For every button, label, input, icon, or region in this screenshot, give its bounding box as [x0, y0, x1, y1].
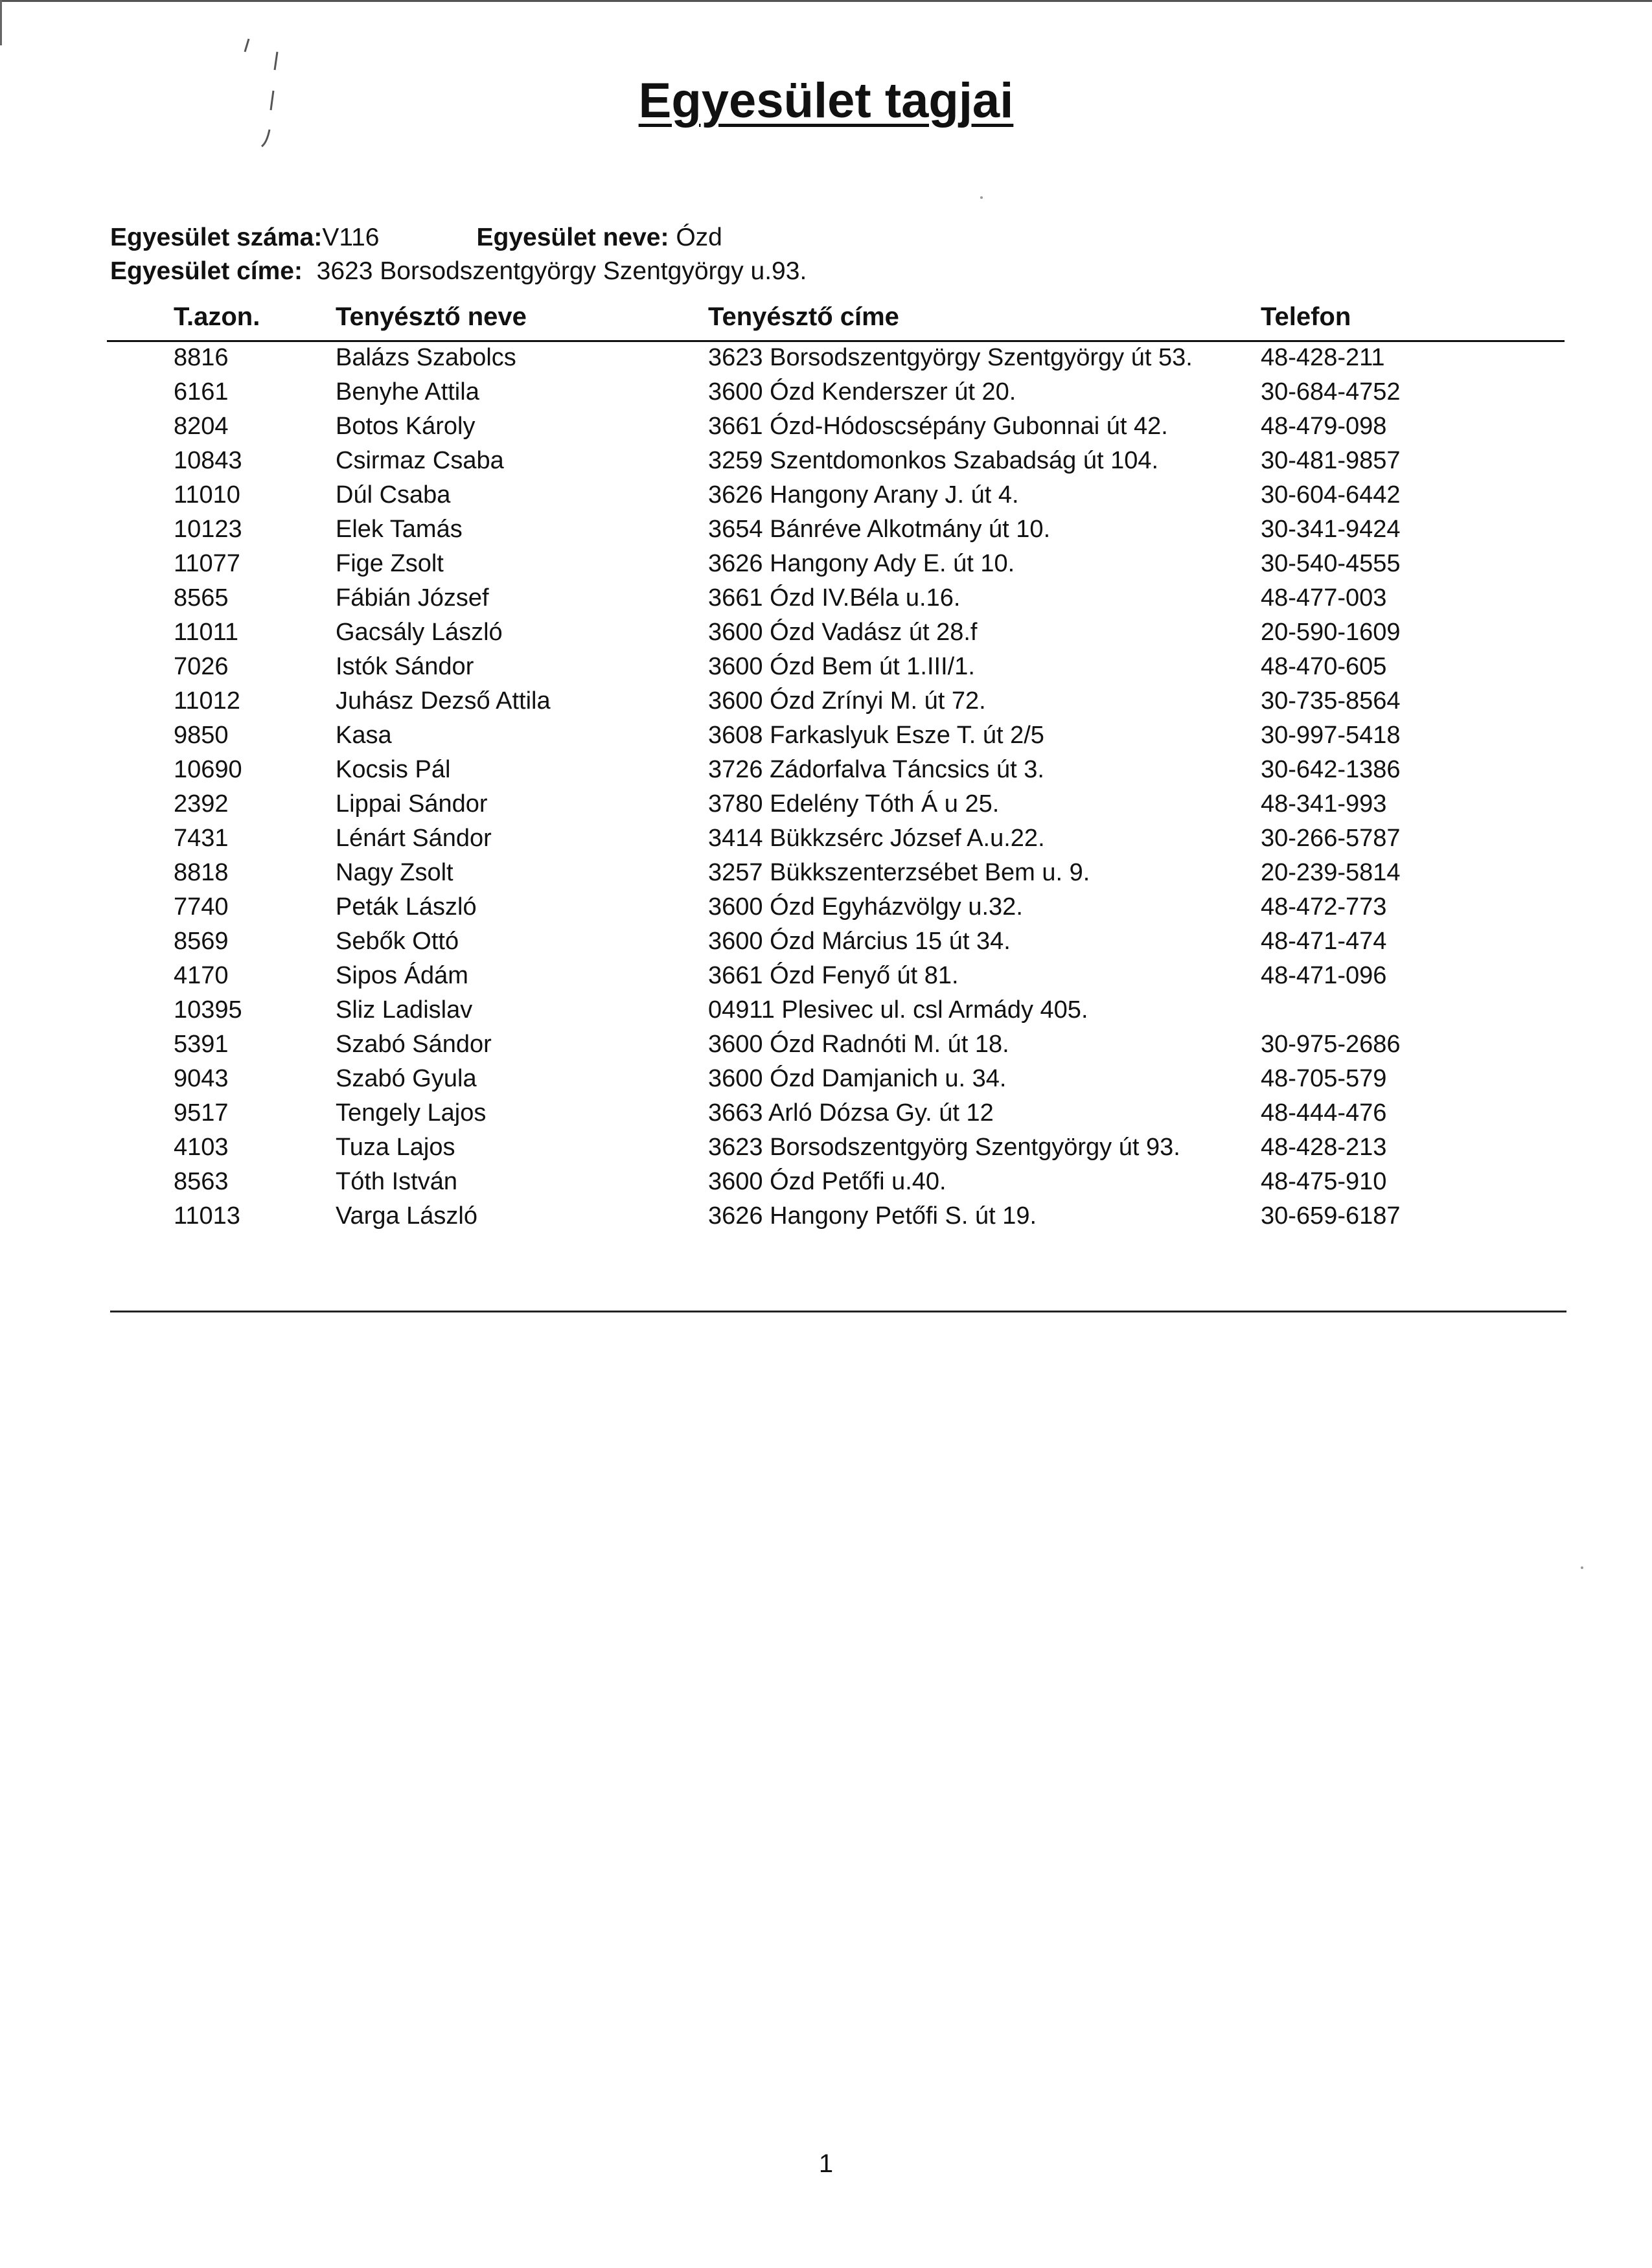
- cell-breeder-address: 3600 Ózd Március 15 út 34.: [708, 928, 1011, 955]
- table-row: [0, 376, 1652, 410]
- scan-edge-top: [0, 0, 1652, 2]
- cell-phone: 30-604-6442: [1261, 481, 1401, 509]
- cell-phone: 30-684-4752: [1261, 378, 1401, 406]
- table-row: [0, 1062, 1652, 1097]
- cell-breeder-name: Tengely Lajos: [336, 1099, 487, 1127]
- cell-id: 8818: [174, 859, 229, 886]
- cell-breeder-address: 3654 Bánréve Alkotmány út 10.: [708, 516, 1051, 543]
- header-breeder-address: Tenyésztő címe: [708, 303, 899, 331]
- table-row: [0, 444, 1652, 479]
- cell-breeder-address: 3600 Ózd Radnóti M. út 18.: [708, 1031, 1009, 1058]
- association-number-value: V116: [322, 223, 380, 251]
- header-id: T.azon.: [174, 303, 260, 331]
- cell-id: 11013: [174, 1202, 240, 1230]
- cell-phone: 20-239-5814: [1261, 859, 1401, 886]
- cell-breeder-name: Benyhe Attila: [336, 378, 479, 406]
- cell-id: 8816: [174, 344, 229, 371]
- cell-breeder-name: Istók Sándor: [336, 653, 474, 680]
- table-row: [0, 856, 1652, 891]
- cell-phone: 48-471-474: [1261, 928, 1387, 955]
- scan-speck: [980, 196, 983, 199]
- cell-breeder-name: Sipos Ádám: [336, 962, 468, 989]
- cell-breeder-name: Dúl Csaba: [336, 481, 451, 509]
- association-info-line-2: [110, 257, 807, 286]
- cell-breeder-address: 3600 Ózd Petőfi u.40.: [708, 1168, 946, 1195]
- association-address-label: Egyesület címe:: [110, 257, 303, 285]
- table-row: [0, 650, 1652, 685]
- cell-breeder-address: 04911 Plesivec ul. csl Armády 405.: [708, 996, 1088, 1024]
- cell-phone: 20-590-1609: [1261, 619, 1401, 646]
- cell-id: 8563: [174, 1168, 229, 1195]
- cell-breeder-name: Nagy Zsolt: [336, 859, 453, 886]
- cell-phone: 30-975-2686: [1261, 1031, 1401, 1058]
- cell-breeder-address: 3623 Borsodszentgyörgy Szentgyörgy út 53.: [708, 344, 1193, 371]
- cell-id: 4103: [174, 1134, 229, 1161]
- cell-id: 7431: [174, 825, 229, 852]
- cell-breeder-name: Tóth István: [336, 1168, 457, 1195]
- table-row: [0, 719, 1652, 753]
- cell-id: 8204: [174, 413, 229, 440]
- cell-id: 9850: [174, 722, 229, 749]
- cell-breeder-address: 3608 Farkaslyuk Esze T. út 2/5: [708, 722, 1044, 749]
- cell-breeder-name: Kasa: [336, 722, 392, 749]
- cell-breeder-address: 3661 Ózd-Hódoscsépány Gubonnai út 42.: [708, 413, 1168, 440]
- table-row: [0, 513, 1652, 547]
- cell-phone: 48-475-910: [1261, 1168, 1387, 1195]
- cell-breeder-name: Kocsis Pál: [336, 756, 451, 783]
- cell-breeder-name: Sliz Ladislav: [336, 996, 473, 1024]
- footer-rule: [110, 1311, 1566, 1312]
- association-number-label: Egyesület száma:: [110, 223, 323, 251]
- cell-breeder-address: 3661 Ózd Fenyő út 81.: [708, 962, 959, 989]
- cell-breeder-address: 3414 Bükkzsérc József A.u.22.: [708, 825, 1045, 852]
- cell-phone: 48-477-003: [1261, 584, 1387, 612]
- table-row: [0, 753, 1652, 788]
- cell-breeder-address: 3661 Ózd IV.Béla u.16.: [708, 584, 961, 612]
- cell-phone: 30-735-8564: [1261, 687, 1401, 715]
- cell-breeder-address: 3257 Bükkszenterzsébet Bem u. 9.: [708, 859, 1090, 886]
- cell-id: 11077: [174, 550, 240, 577]
- table-row: [0, 341, 1652, 376]
- cell-id: 10123: [174, 516, 242, 543]
- table-row: [0, 685, 1652, 719]
- table-row: [0, 547, 1652, 582]
- cell-breeder-address: 3626 Hangony Ady E. út 10.: [708, 550, 1015, 577]
- table-row: [0, 479, 1652, 513]
- association-address-value: 3623 Borsodszentgyörgy Szentgyörgy u.93.: [316, 257, 807, 285]
- cell-phone: 30-642-1386: [1261, 756, 1401, 783]
- cell-phone: 48-428-211: [1261, 344, 1385, 371]
- cell-breeder-name: Peták László: [336, 893, 477, 921]
- cell-id: 10843: [174, 447, 242, 474]
- scan-edge-left: [0, 0, 2, 45]
- cell-id: 8569: [174, 928, 229, 955]
- cell-id: 4170: [174, 962, 229, 989]
- cell-breeder-name: Csirmaz Csaba: [336, 447, 504, 474]
- cell-phone: 30-266-5787: [1261, 825, 1401, 852]
- cell-id: 10395: [174, 996, 242, 1024]
- cell-id: 10690: [174, 756, 242, 783]
- table-row: [0, 891, 1652, 925]
- cell-breeder-address: 3663 Arló Dózsa Gy. út 12: [708, 1099, 994, 1127]
- table-row: [0, 582, 1652, 616]
- cell-breeder-name: Sebők Ottó: [336, 928, 459, 955]
- cell-breeder-name: Lippai Sándor: [336, 790, 488, 818]
- cell-breeder-name: Fábián József: [336, 584, 489, 612]
- cell-breeder-name: Elek Tamás: [336, 516, 463, 543]
- cell-breeder-address: 3726 Zádorfalva Táncsics út 3.: [708, 756, 1044, 783]
- cell-id: 11011: [174, 619, 239, 646]
- cell-breeder-name: Balázs Szabolcs: [336, 344, 516, 371]
- association-name-label: Egyesület neve:: [476, 223, 669, 251]
- cell-phone: 48-705-579: [1261, 1065, 1387, 1092]
- cell-breeder-name: Juhász Dezső Attila: [336, 687, 551, 715]
- cell-id: 11010: [174, 481, 240, 509]
- cell-id: 2392: [174, 790, 229, 818]
- header-breeder-name: Tenyésztő neve: [336, 303, 527, 331]
- cell-breeder-address: 3623 Borsodszentgyörg Szentgyörgy út 93.: [708, 1134, 1180, 1161]
- cell-phone: 48-471-096: [1261, 962, 1387, 989]
- cell-phone: 48-444-476: [1261, 1099, 1387, 1127]
- table-row: [0, 1165, 1652, 1200]
- cell-phone: 48-470-605: [1261, 653, 1387, 680]
- header-phone: Telefon: [1261, 303, 1351, 331]
- members-table: [0, 341, 1652, 1234]
- table-row: [0, 1028, 1652, 1062]
- table-row: [0, 788, 1652, 822]
- cell-breeder-address: 3626 Hangony Petőfi S. út 19.: [708, 1202, 1037, 1230]
- cell-phone: 30-659-6187: [1261, 1202, 1401, 1230]
- cell-breeder-address: 3259 Szentdomonkos Szabadság út 104.: [708, 447, 1159, 474]
- cell-breeder-name: Gacsály László: [336, 619, 503, 646]
- cell-breeder-name: Lénárt Sándor: [336, 825, 492, 852]
- cell-phone: 30-341-9424: [1261, 516, 1401, 543]
- cell-id: 5391: [174, 1031, 229, 1058]
- cell-id: 9043: [174, 1065, 229, 1092]
- cell-id: 8565: [174, 584, 229, 612]
- table-row: [0, 1200, 1652, 1234]
- table-row: [0, 822, 1652, 856]
- cell-breeder-name: Szabó Gyula: [336, 1065, 477, 1092]
- association-name-value: Ózd: [676, 223, 722, 251]
- cell-breeder-name: Botos Károly: [336, 413, 476, 440]
- cell-breeder-name: Fige Zsolt: [336, 550, 444, 577]
- table-row: [0, 616, 1652, 650]
- table-row: [0, 925, 1652, 959]
- cell-id: 11012: [174, 687, 240, 715]
- cell-breeder-address: 3600 Ózd Damjanich u. 34.: [708, 1065, 1007, 1092]
- scan-speck: [1581, 1566, 1583, 1569]
- page-title: Egyesület tagjai: [638, 73, 1014, 128]
- cell-id: 7740: [174, 893, 229, 921]
- cell-breeder-name: Varga László: [336, 1202, 477, 1230]
- table-row: [0, 1097, 1652, 1131]
- cell-breeder-name: Tuza Lajos: [336, 1134, 455, 1161]
- cell-breeder-name: Szabó Sándor: [336, 1031, 492, 1058]
- cell-breeder-address: 3600 Ózd Egyházvölgy u.32.: [708, 893, 1023, 921]
- cell-breeder-address: 3600 Ózd Zrínyi M. út 72.: [708, 687, 986, 715]
- cell-phone: 30-540-4555: [1261, 550, 1401, 577]
- cell-phone: 30-997-5418: [1261, 722, 1401, 749]
- cell-breeder-address: 3600 Ózd Bem út 1.III/1.: [708, 653, 975, 680]
- cell-breeder-address: 3780 Edelény Tóth Á u 25.: [708, 790, 1000, 818]
- page-number: 1: [818, 2149, 834, 2178]
- cell-id: 6161: [174, 378, 229, 406]
- table-row: [0, 1131, 1652, 1165]
- cell-phone: 30-481-9857: [1261, 447, 1401, 474]
- cell-id: 7026: [174, 653, 229, 680]
- cell-phone: 48-472-773: [1261, 893, 1387, 921]
- cell-phone: 48-341-993: [1261, 790, 1387, 818]
- cell-breeder-address: 3626 Hangony Arany J. út 4.: [708, 481, 1019, 509]
- table-row: [0, 994, 1652, 1028]
- table-row: [0, 959, 1652, 994]
- cell-breeder-address: 3600 Ózd Vadász út 28.f: [708, 619, 978, 646]
- association-info-line-1: [110, 223, 722, 252]
- cell-id: 9517: [174, 1099, 229, 1127]
- cell-phone: 48-428-213: [1261, 1134, 1387, 1161]
- table-row: [0, 410, 1652, 444]
- cell-breeder-address: 3600 Ózd Kenderszer út 20.: [708, 378, 1016, 406]
- cell-phone: 48-479-098: [1261, 413, 1387, 440]
